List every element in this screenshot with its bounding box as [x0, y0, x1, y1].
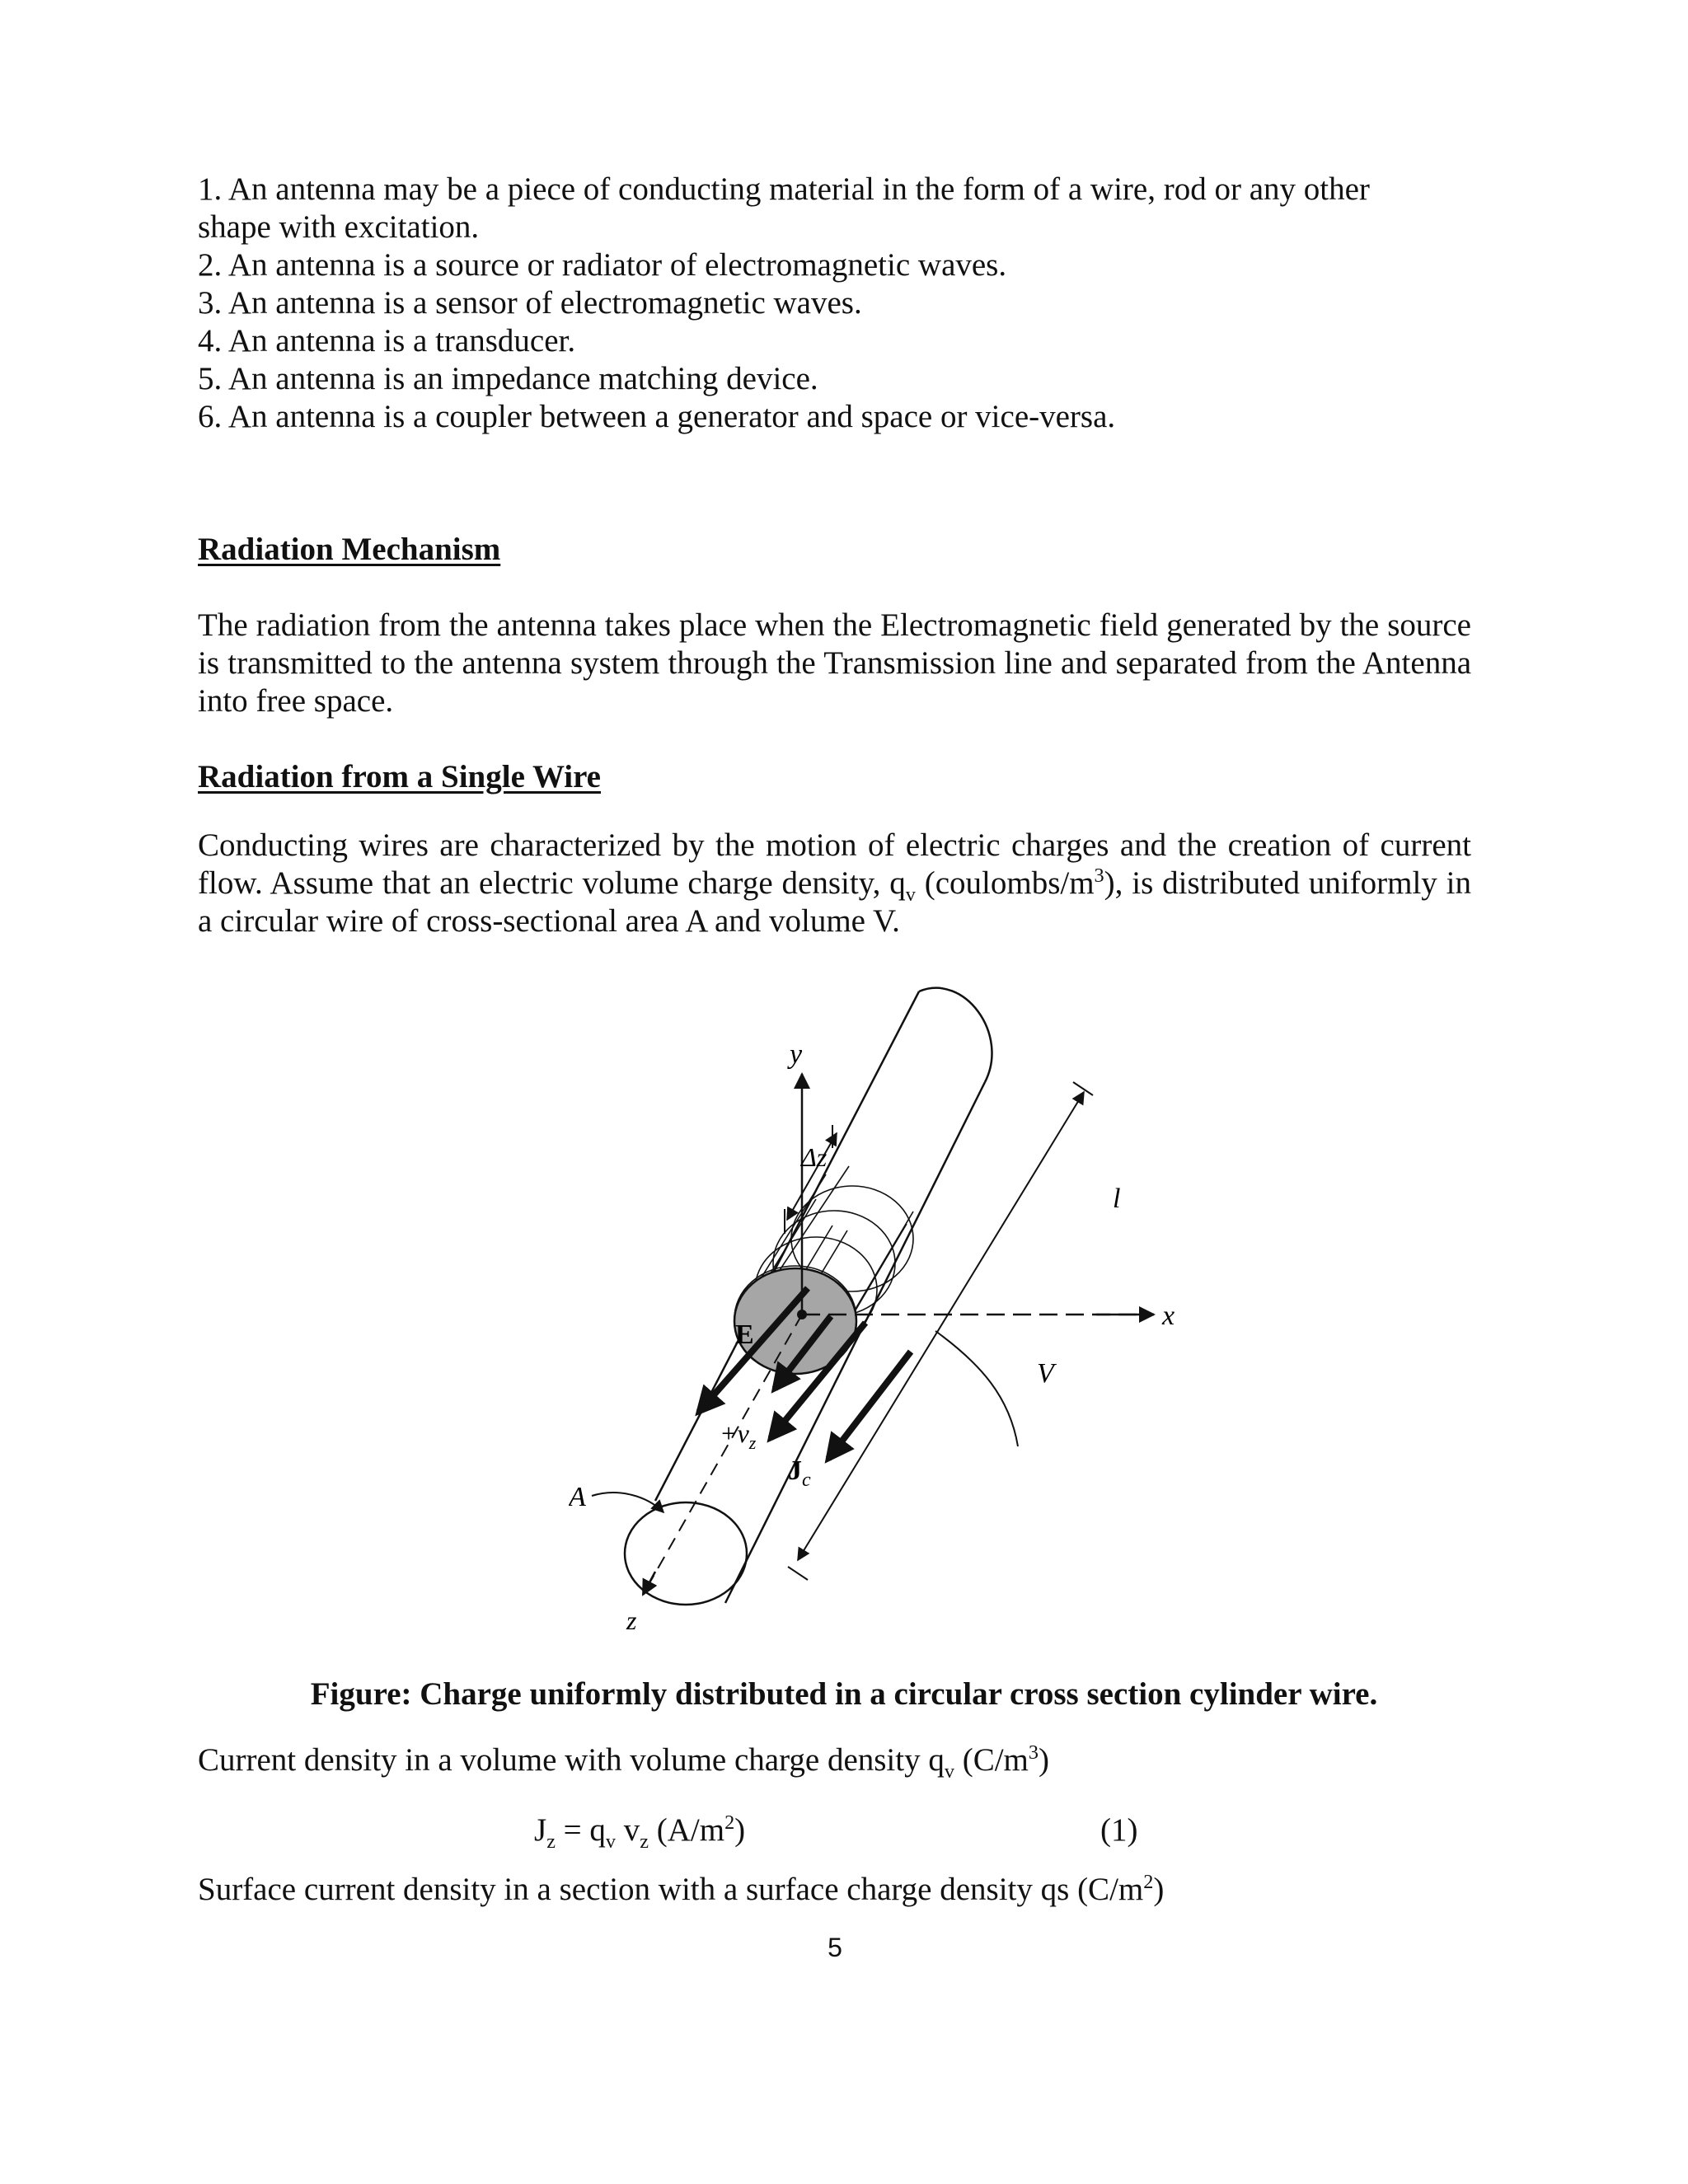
- z-axis-arrow: [643, 1572, 655, 1595]
- single-wire-paragraph: Conducting wires are characterized by the motion of electric charges and the creation of current flow. Assume that an electric volume charge density, $q_v$ $(coulombs/m^3)$, is distributed uniformly in a circular wire of cross-sectional area A and volume V.: [198, 827, 1471, 939]
- z-label: z: [626, 1605, 637, 1635]
- delta-z-label: Δz: [801, 1142, 828, 1172]
- A-label: A: [569, 1482, 586, 1512]
- y-label: y: [790, 1039, 803, 1070]
- list-item: 3. An antenna is a sensor of electromagnetic waves.: [198, 285, 862, 321]
- delta-z-dimension: [785, 1125, 837, 1234]
- Jc-label: $J_c$: [788, 1455, 811, 1491]
- list-item: 2. An antenna is a source or radiator of electromagnetic waves.: [198, 247, 1007, 283]
- list-item: shape with excitation.: [198, 209, 480, 245]
- E-label: E: [735, 1319, 754, 1350]
- list-item: 5. An antenna is an impedance matching device.: [198, 361, 818, 396]
- V-leader: [935, 1331, 1018, 1446]
- equation-1: $J_z = q_v$ $v_z$ $(A/m^2)$: [534, 1811, 746, 1853]
- volume-current-line: Current density in a volume with volume charge density $q_v$ $(C/m^3)$: [198, 1741, 1049, 1783]
- page-number: 5: [828, 1933, 842, 1962]
- radiation-mechanism-paragraph: The radiation from the antenna takes place when the Electromagnetic field generated by the source is transmitted to the antenna system through the Transmission line and separated from the Antenna into free space.: [198, 607, 1471, 719]
- z-axis-dashed: [643, 1315, 802, 1595]
- surface-current-line: Surface current density in a section with a surface charge density qs $(C/m^2)$: [198, 1871, 1165, 1907]
- l-label: l: [1113, 1183, 1121, 1214]
- V-label: V: [1037, 1358, 1054, 1389]
- list-item: 6. An antenna is a coupler between a generator and space or vice-versa.: [198, 399, 1116, 434]
- equation-number: (1): [1100, 1812, 1138, 1848]
- heading-single-wire: Radiation from a Single Wire: [198, 759, 601, 794]
- heading-radiation-mechanism: Radiation Mechanism: [198, 532, 501, 567]
- list-item: 1. An antenna may be a piece of conducting material in the form of a wire, rod or any other: [198, 171, 1370, 207]
- vz-label: $+v_z$: [720, 1418, 757, 1453]
- x-label: x: [1162, 1301, 1175, 1331]
- list-item: 4. An antenna is a transducer.: [198, 323, 576, 359]
- cross-section-A: [625, 1502, 747, 1605]
- wire-figure: [569, 977, 1294, 1652]
- definition-list: [198, 171, 1471, 436]
- figure-caption: Figure: Charge uniformly distributed in a circular cross section cylinder wire.: [310, 1676, 1378, 1712]
